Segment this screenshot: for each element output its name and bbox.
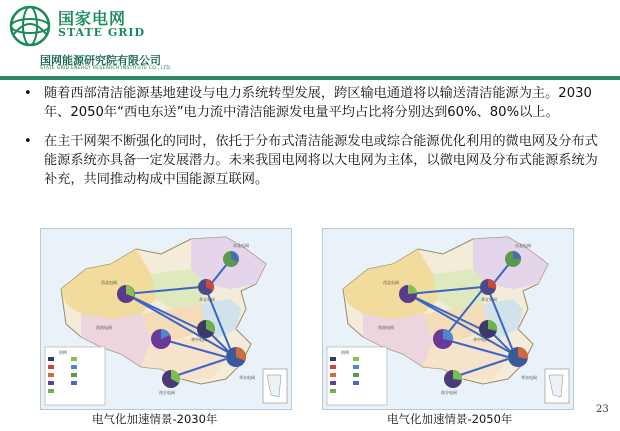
header-divider (0, 76, 620, 80)
bullet-item (22, 84, 607, 122)
region-label-north: 华北电网 (199, 297, 215, 302)
brand-name-cn: 国家电网 (58, 9, 127, 28)
map-caption-2030: 电气化加速情景-2030年 (92, 412, 218, 426)
map-graphic (323, 229, 573, 409)
region-label-northeast: 东北电网 (233, 243, 249, 248)
org-name-cn: 国网能源研究院有限公司 (40, 54, 161, 67)
region-label-central: 华中电网 (191, 337, 207, 342)
map-caption-2050: 电气化加速情景-2050年 (387, 412, 513, 426)
region-label-northwest: 西北电网 (383, 280, 399, 285)
page-number: 23 (596, 404, 609, 415)
region-label-east: 华东电网 (239, 375, 255, 380)
region-label-north: 华北电网 (481, 297, 497, 302)
bullet-dot-icon: • (24, 134, 32, 149)
region-label-south: 南方电网 (441, 390, 457, 395)
bullet-dot-icon: • (24, 86, 32, 101)
bullet-text: 在主干网架不断强化的同时，依托于分布式清洁能源发电或综合能源优化利用的微电网及分布式能源系统亦具备一定发展潜力。未来我国电网将以大电网为主体，以微电网及分布式能源系统为补充，共同推动构成中国能源互联网。 (44, 134, 598, 187)
bullet-list (22, 84, 607, 199)
org-name-en: STATE GRID ENERGY RESEARCH INSTITUTE CO., LTD. (40, 66, 172, 71)
region-label-south: 南方电网 (159, 390, 175, 395)
region-label-northwest: 西北电网 (101, 280, 117, 285)
state-grid-logo-icon (8, 4, 52, 48)
slide-header (0, 0, 620, 80)
region-label-northeast: 东北电网 (515, 243, 531, 248)
power-flow-map-2030 (40, 228, 292, 410)
map-graphic (41, 229, 291, 409)
region-label-central: 华中电网 (473, 337, 489, 342)
bullet-item (22, 132, 607, 189)
region-label-southwest: 西南电网 (96, 325, 112, 330)
legend-title: 图例 (59, 350, 67, 355)
bullet-text: 随着西部清洁能源基地建设与电力系统转型发展，跨区输电通道将以输送清洁能源为主。2030年、2050年“西电东送”电力流中清洁能源发电量平均占比将分别达到60%、80%以上。 (44, 86, 592, 120)
region-label-southwest: 西南电网 (378, 325, 394, 330)
power-flow-map-2050 (322, 228, 574, 410)
brand-name-en: STATE GRID (58, 26, 146, 39)
legend-title: 图例 (341, 350, 349, 355)
region-label-east: 华东电网 (521, 375, 537, 380)
